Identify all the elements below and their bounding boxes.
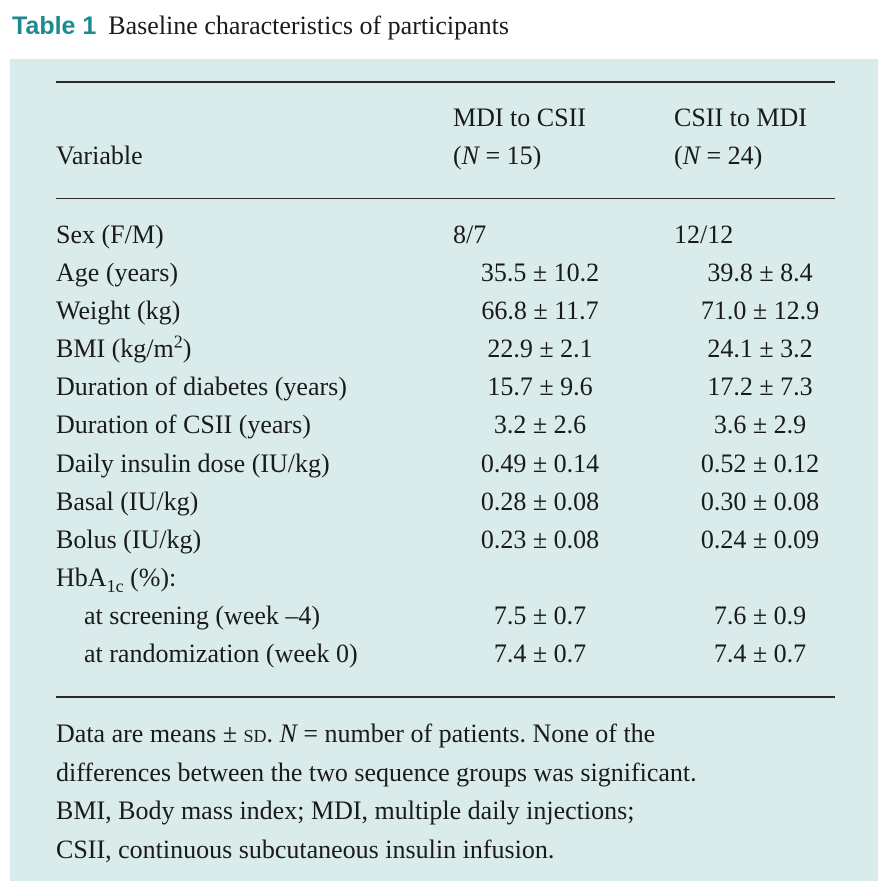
footnote-text: = number of patients. None of the <box>296 719 656 748</box>
footnote-sd: sd <box>243 719 267 748</box>
row-mdi-csii: 22.9 ± 2.1 <box>487 334 593 363</box>
row-label-text: BMI (kg/m <box>56 334 174 363</box>
row-label: Duration of diabetes (years) <box>56 372 347 401</box>
row-csii-mdi: 24.1 ± 3.2 <box>707 334 813 363</box>
top-rule <box>56 81 835 83</box>
table-caption <box>12 10 509 42</box>
bottom-rule <box>56 696 835 698</box>
table-footnote <box>56 715 846 869</box>
footnote-text: Data are means ± <box>56 719 244 748</box>
row-label-bmi <box>56 333 191 365</box>
table-title: Baseline characteristics of participants <box>108 11 509 40</box>
footnote-line-2: differences between the two sequence groups was significant. <box>56 757 697 787</box>
row-label: Age (years) <box>56 258 178 287</box>
row-label: Sex (F/M) <box>56 220 164 249</box>
row-csii-mdi: 0.24 ± 0.09 <box>700 525 820 554</box>
header-col2-n-value: = 24) <box>700 141 763 170</box>
row-label: Duration of CSII (years) <box>56 410 311 439</box>
row-label-hba1c <box>56 562 177 597</box>
row-label-indent: at randomization (week 0) <box>84 639 358 668</box>
row-mdi-csii: 7.5 ± 0.7 <box>493 601 587 630</box>
row-csii-mdi: 17.2 ± 7.3 <box>707 372 813 401</box>
row-mdi-csii: 0.49 ± 0.14 <box>480 449 600 478</box>
header-col2-n-symbol: N <box>682 141 701 170</box>
row-label: Weight (kg) <box>56 296 181 325</box>
header-rule <box>56 198 835 199</box>
row-mdi-csii: 15.7 ± 9.6 <box>487 372 593 401</box>
row-label: Basal (IU/kg) <box>56 487 199 516</box>
row-mdi-csii: 7.4 ± 0.7 <box>493 639 587 668</box>
header-variable: Variable <box>56 141 143 170</box>
row-csii-mdi: 12/12 <box>674 220 734 249</box>
footnote-text: . <box>266 719 280 748</box>
row-mdi-csii: 0.28 ± 0.08 <box>480 487 600 516</box>
row-csii-mdi: 0.52 ± 0.12 <box>700 449 820 478</box>
row-mdi-csii: 0.23 ± 0.08 <box>480 525 600 554</box>
table-panel <box>10 59 878 881</box>
row-csii-mdi: 0.30 ± 0.08 <box>700 487 820 516</box>
table-label: Table 1 <box>12 12 97 40</box>
footnote-line-3: BMI, Body mass index; MDI, multiple daily injections; <box>56 796 635 825</box>
row-csii-mdi: 7.6 ± 0.9 <box>713 601 807 630</box>
row-label-end: (%): <box>123 563 177 592</box>
header-col1-n-value: = 15) <box>479 141 542 170</box>
header-col2-n: (N = 24) <box>674 141 763 170</box>
row-mdi-csii: 35.5 ± 10.2 <box>480 258 600 287</box>
row-label-sub: 1c <box>106 576 124 597</box>
row-label-end: ) <box>182 334 192 363</box>
row-label: Bolus (IU/kg) <box>56 525 202 554</box>
footnote-line-4: CSII, continuous subcutaneous insulin infusion. <box>56 834 555 864</box>
row-mdi-csii: 8/7 <box>453 220 487 249</box>
footnote-line-1 <box>56 715 846 754</box>
row-csii-mdi: 71.0 ± 12.9 <box>700 296 820 325</box>
row-csii-mdi: 3.6 ± 2.9 <box>713 410 807 439</box>
header-col1-n-symbol: N <box>461 141 480 170</box>
row-label-text: HbA <box>56 563 107 592</box>
row-label: Daily insulin dose (IU/kg) <box>56 449 330 478</box>
row-csii-mdi: 7.4 ± 0.7 <box>713 639 807 668</box>
row-label-indent: at screening (week –4) <box>84 601 321 630</box>
row-mdi-csii: 66.8 ± 11.7 <box>481 296 599 325</box>
header-col1: MDI to CSII <box>453 103 586 132</box>
header-col1-n: (N = 15) <box>453 141 542 170</box>
row-label-sup: 2 <box>173 331 183 352</box>
row-csii-mdi: 39.8 ± 8.4 <box>707 258 813 287</box>
row-mdi-csii: 3.2 ± 2.6 <box>493 410 587 439</box>
footnote-n: N <box>279 719 297 748</box>
header-col2: CSII to MDI <box>674 103 807 132</box>
